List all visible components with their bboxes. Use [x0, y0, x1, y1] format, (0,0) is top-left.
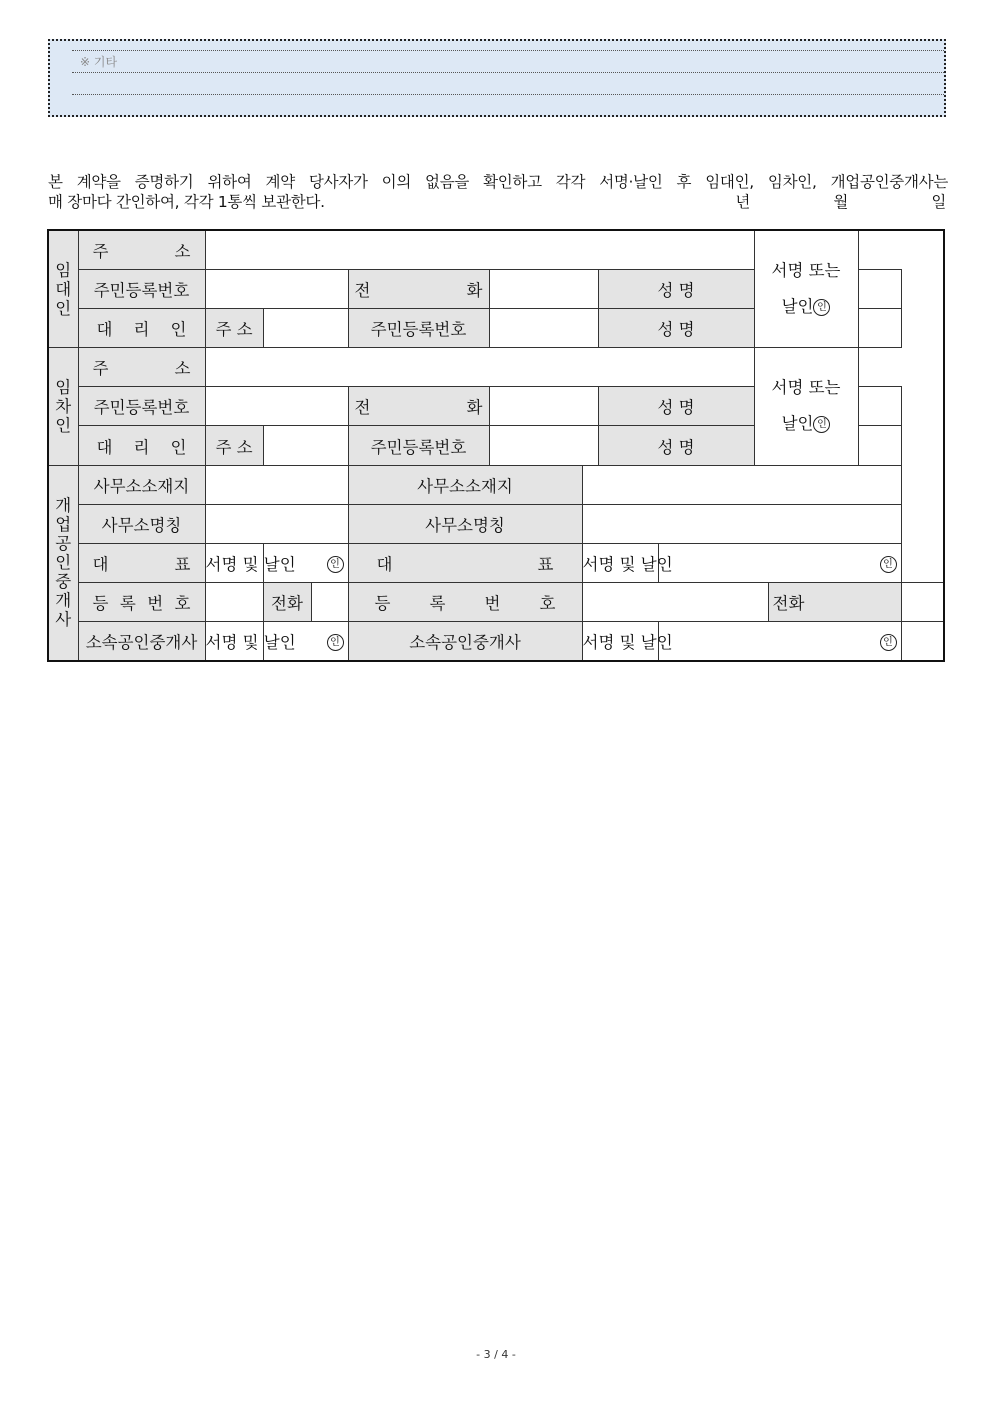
broker-representative-row: [48, 544, 944, 583]
date-fields[interactable]: [652, 192, 946, 212]
broker-affiliated-row: [48, 622, 944, 661]
broker2-rep-sign-field[interactable]: [658, 544, 901, 583]
signature-table: [47, 229, 945, 662]
lessee-agent-name-field[interactable]: [858, 426, 901, 465]
broker2-phone-field[interactable]: [901, 583, 944, 622]
broker2-rep-sign-label: 서명 및 날인: [582, 544, 658, 583]
lessee-agent-name-label: 성 명: [598, 426, 754, 465]
broker2-office-location-field[interactable]: [582, 465, 901, 504]
lessor-agent-address-field[interactable]: [263, 308, 348, 347]
lessor-phone-label: 전 화: [348, 269, 489, 308]
lessee-agent-address-field[interactable]: [263, 426, 348, 465]
date-month-label: 월: [833, 193, 848, 211]
broker2-affiliated-sign-label: 서명 및 날인: [582, 622, 658, 661]
lessee-name-label: 성 명: [598, 387, 754, 426]
broker1-office-location-label: 사무소소재지: [78, 465, 205, 504]
lessee-agent-label: 대 리 인: [78, 426, 205, 465]
lessee-id-field[interactable]: [205, 387, 348, 426]
broker1-reg-label: 등 록 번 호: [78, 583, 205, 622]
note-line: [72, 72, 944, 73]
broker-registration-row: [48, 583, 944, 622]
broker2-reg-label: 등 록 번 호: [348, 583, 582, 622]
lessee-agent-id-field[interactable]: [489, 426, 598, 465]
lessee-phone-label: 전 화: [348, 387, 489, 426]
broker2-office-name-field[interactable]: [582, 504, 901, 543]
lessor-address-field[interactable]: [205, 230, 754, 269]
seal-icon: 인: [813, 416, 830, 433]
broker-office-location-row: [48, 465, 944, 504]
lessee-address-label: 주 소: [78, 348, 205, 387]
seal-icon: 인: [813, 299, 830, 316]
notes-box[interactable]: [48, 39, 946, 117]
lessor-address-label: 주 소: [78, 230, 205, 269]
statement-line-1: 본 계약을 증명하기 위하여 계약 당사자가 이의 없음을 확인하고 각각 서명·날인 후 임대인, 임차인, 개업공인중개사는: [48, 173, 948, 191]
broker2-affiliated-sign-field[interactable]: [658, 622, 901, 661]
page-number: - 3 / 4 -: [476, 1348, 516, 1361]
seal-icon: 인: [327, 634, 344, 651]
lessor-phone-field[interactable]: [489, 269, 598, 308]
seal-icon: 인: [327, 556, 344, 573]
lessor-agent-label: 대 리 인: [78, 308, 205, 347]
lessor-id-field[interactable]: [205, 269, 348, 308]
lessee-phone-field[interactable]: [489, 387, 598, 426]
broker1-office-location-field[interactable]: [205, 465, 348, 504]
contract-statement: [48, 172, 948, 212]
note-label: ※ 기타: [80, 55, 118, 69]
lessee-agent-address-label: 주 소: [205, 426, 263, 465]
broker1-phone-label: 전화: [263, 583, 311, 622]
broker2-reg-field[interactable]: [582, 583, 768, 622]
broker2-rep-label: 대 표: [348, 544, 582, 583]
lessor-agent-id-field[interactable]: [489, 308, 598, 347]
broker1-affiliated-label: 소속공인중개사: [78, 622, 205, 661]
lessee-id-label: 주민등록번호: [78, 387, 205, 426]
broker-office-name-row: [48, 504, 944, 543]
seal-icon: 인: [880, 556, 897, 573]
lessor-side-label: 임 대 인: [48, 230, 78, 348]
seal-icon: 인: [880, 634, 897, 651]
broker1-rep-label: 대 표: [78, 544, 205, 583]
lessee-sign-cell[interactable]: 서명 또는 날인 인: [754, 348, 858, 466]
statement-line-2: [48, 192, 948, 212]
broker1-affiliated-sign-label: 서명 및 날인: [205, 622, 263, 661]
lessor-agent-name-field[interactable]: [858, 308, 901, 347]
note-line: [72, 94, 944, 95]
broker1-office-name-label: 사무소명칭: [78, 504, 205, 543]
lessee-name-field[interactable]: [858, 387, 901, 426]
broker2-office-location-label: 사무소소재지: [348, 465, 582, 504]
lessor-name-label: 성 명: [598, 269, 754, 308]
broker1-phone-field[interactable]: [311, 583, 348, 622]
lessor-sign-cell[interactable]: 서명 또는 날인 인: [754, 230, 858, 348]
broker2-affiliated-label: 소속공인중개사: [348, 622, 582, 661]
note-line: [72, 50, 944, 51]
broker2-phone-label: 전화: [768, 583, 901, 622]
broker1-reg-field[interactable]: [205, 583, 263, 622]
lessor-name-field[interactable]: [858, 269, 901, 308]
broker-side-label: 개 업 공 인 중 개 사: [48, 465, 78, 661]
lessee-address-row: [48, 348, 944, 387]
lessor-agent-id-label: 주민등록번호: [348, 308, 489, 347]
lessor-address-row: [48, 230, 944, 269]
broker1-office-name-field[interactable]: [205, 504, 348, 543]
date-year-label: 년: [735, 193, 750, 211]
statement-line-2-text: 매 장마다 간인하여, 각각 1통씩 보관한다.: [48, 193, 325, 211]
lessor-agent-address-label: 주 소: [205, 308, 263, 347]
date-day-label: 일: [931, 193, 946, 211]
lessor-agent-name-label: 성 명: [598, 308, 754, 347]
lessee-agent-id-label: 주민등록번호: [348, 426, 489, 465]
broker2-office-name-label: 사무소명칭: [348, 504, 582, 543]
broker1-rep-sign-label: 서명 및 날인: [205, 544, 263, 583]
lessee-side-label: 임 차 인: [48, 348, 78, 466]
lessee-address-field[interactable]: [205, 348, 754, 387]
lessor-id-label: 주민등록번호: [78, 269, 205, 308]
